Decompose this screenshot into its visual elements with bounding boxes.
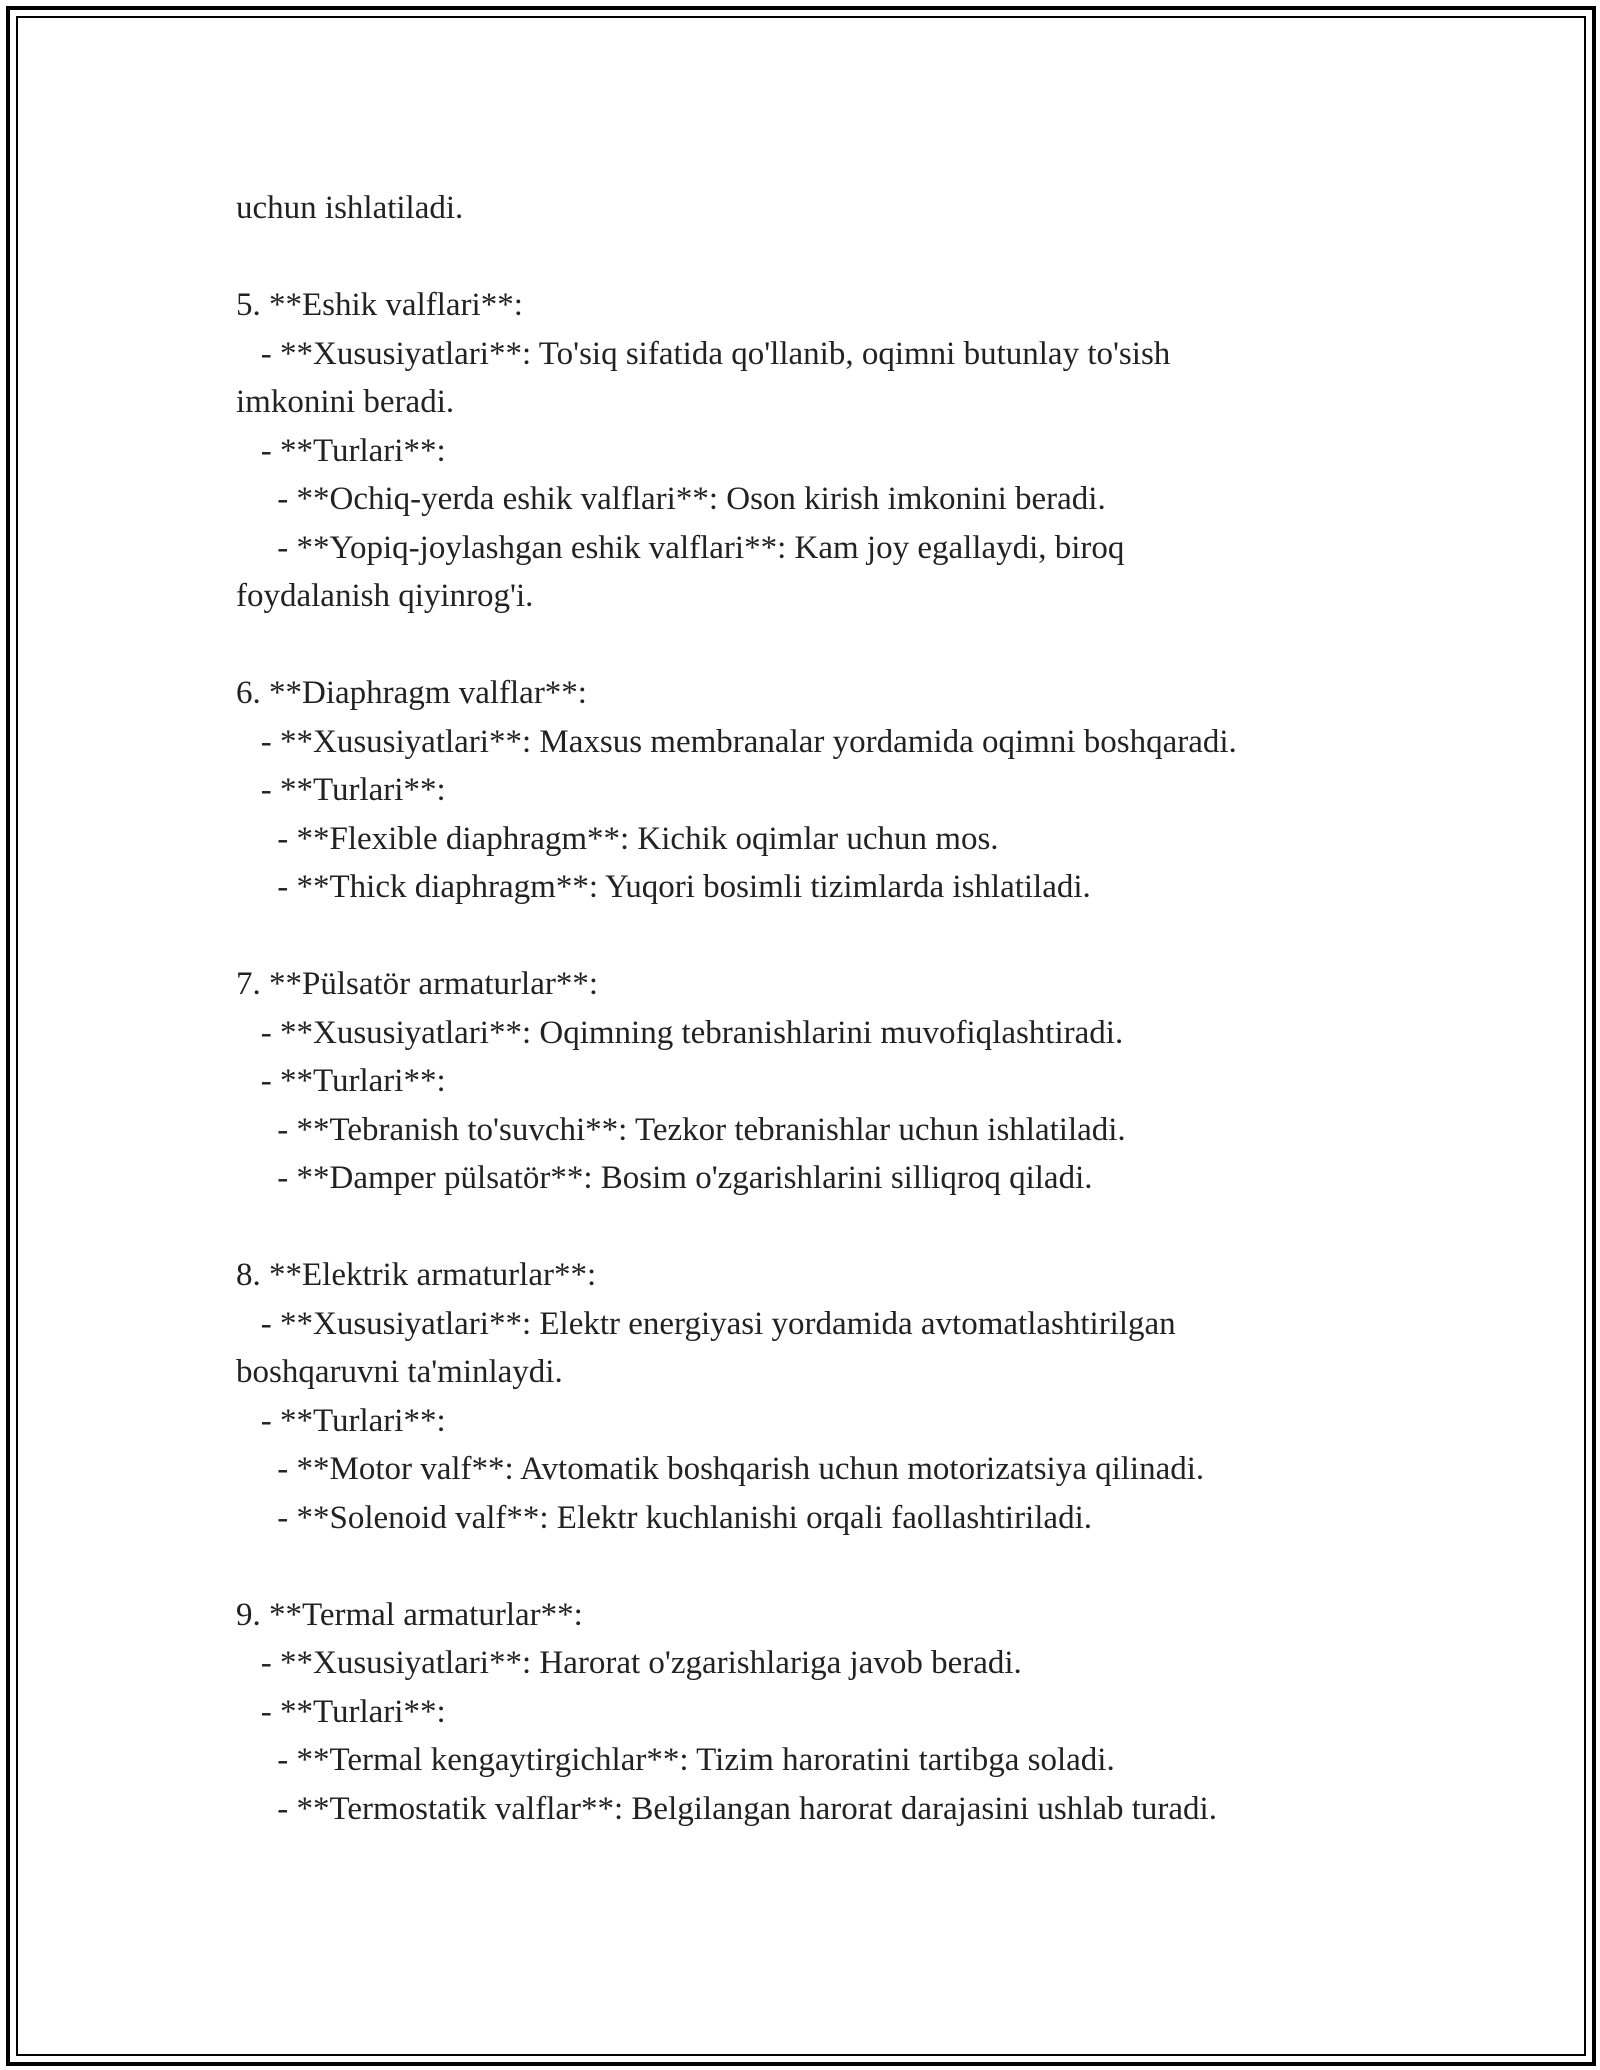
section-heading: 8. **Elektrik armaturlar**: [236, 1257, 597, 1293]
text-line: - **Xususiyatlari**: Elektr energiyasi yordamida avtomatlashtirilgan [236, 1305, 1176, 1342]
text-line: - **Flexible diaphragm**: Kichik oqimlar uchun mos. [236, 820, 999, 857]
section-heading: 9. **Termal armaturlar**: [236, 1596, 583, 1633]
blank-line [236, 233, 1396, 282]
text-line: - **Yopiq-joylashgan eshik valflari**: Kam joy egallaydi, biroq [236, 529, 1125, 566]
text-line: - **Turlari**: [236, 1402, 446, 1439]
section-heading: 7. **Pülsatör armaturlar**: [236, 966, 599, 1002]
text-line: - **Xususiyatlari**: Oqimning tebranishlarini muvofiqlashtiradi. [236, 1014, 1124, 1051]
text-line: - **Termostatik valflar**: Belgilangan harorat darajasini ushlab turadi. [236, 1790, 1217, 1827]
text-line: - **Motor valf**: Avtomatik boshqarish uchun motorizatsiya qilinadi. [236, 1451, 1205, 1487]
text-line: boshqaruvni ta'minlaydi. [236, 1354, 563, 1390]
text-line: - **Termal kengaytirgichlar**: Tizim haroratini tartibga soladi. [236, 1742, 1115, 1778]
text-line: - **Solenoid valf**: Elektr kuchlanishi orqali faollashtiriladi. [236, 1499, 1092, 1536]
blank-line [236, 621, 1396, 670]
blank-line [236, 912, 1396, 961]
blank-line [236, 1203, 1396, 1252]
text-line: - **Turlari**: [236, 1693, 446, 1730]
text-line: imkonini beradi. [236, 384, 455, 420]
section-heading: 5. **Eshik valflari**: [236, 287, 523, 323]
document-body [236, 184, 1396, 1833]
text-line: - **Thick diaphragm**: Yuqori bosimli tizimlarda ishlatiladi. [236, 869, 1091, 905]
text-line: foydalanish qiyinrog'i. [236, 578, 534, 614]
text-line: - **Damper pülsatör**: Bosim o'zgarishlarini silliqroq qiladi. [236, 1160, 1093, 1196]
text-line: - **Turlari**: [236, 432, 446, 469]
text-line: - **Turlari**: [236, 772, 446, 808]
section-heading: 6. **Diaphragm valflar**: [236, 675, 587, 711]
text-line: - **Xususiyatlari**: To'siq sifatida qo'llanib, oqimni butunlay to'sish [236, 335, 1171, 372]
text-line: - **Xususiyatlari**: Harorat o'zgarishlariga javob beradi. [236, 1645, 1022, 1681]
text-line: - **Turlari**: [236, 1063, 446, 1099]
text-line: - **Ochiq-yerda eshik valflari**: Oson kirish imkonini beradi. [236, 481, 1106, 517]
text-line: uchun ishlatiladi. [236, 190, 464, 226]
text-line: - **Xususiyatlari**: Maxsus membranalar yordamida oqimni boshqaradi. [236, 723, 1237, 760]
blank-line [236, 1542, 1396, 1591]
text-line: - **Tebranish to'suvchi**: Tezkor tebranishlar uchun ishlatiladi. [236, 1111, 1126, 1148]
